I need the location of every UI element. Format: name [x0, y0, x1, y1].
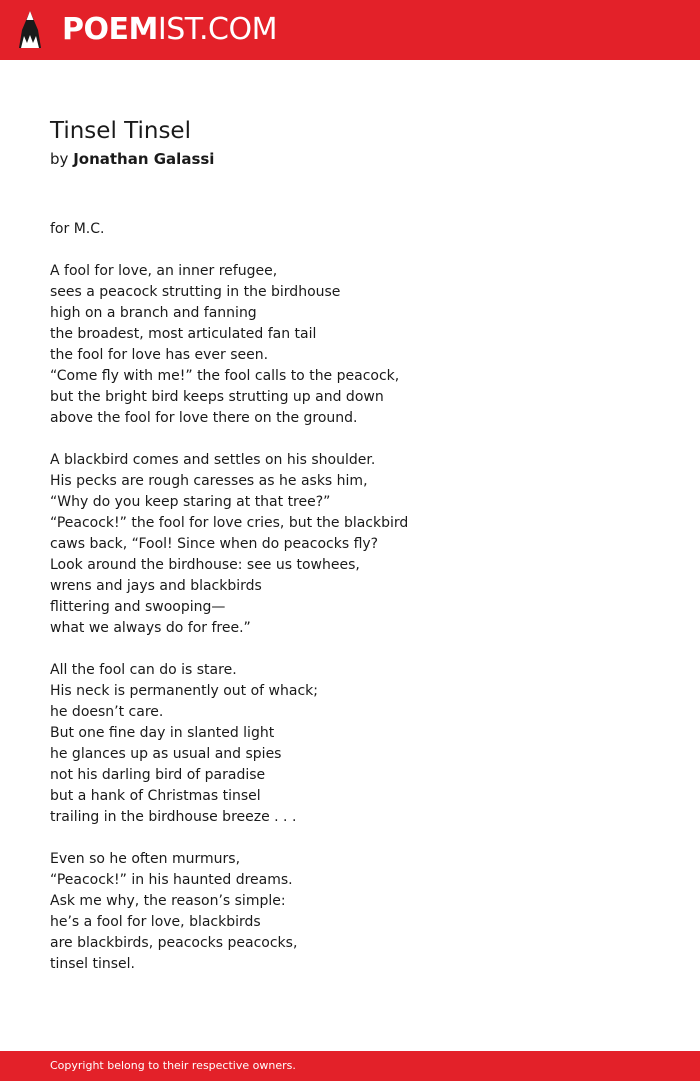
stanza — [50, 261, 650, 429]
stanza — [50, 450, 650, 639]
stanza-gap — [50, 429, 650, 450]
poem-line: not his darling bird of paradise — [50, 767, 266, 783]
site-logo-text[interactable] — [62, 11, 277, 49]
poem-line: high on a branch and fanning — [50, 305, 257, 321]
poem-title: Tinsel Tinsel — [50, 118, 191, 144]
stanza — [50, 660, 650, 828]
stanza — [50, 849, 650, 975]
poem-line: above the fool for love there on the ground. — [50, 410, 358, 426]
poem-line: he’s a fool for love, blackbirds — [50, 914, 261, 930]
poem-line: the broadest, most articulated fan tail — [50, 326, 317, 342]
stanza-gap — [50, 240, 650, 261]
poem-line: but the bright bird keeps strutting up and down — [50, 389, 384, 405]
poem-line: Look around the birdhouse: see us towhees, — [50, 557, 360, 573]
poem-line: “Peacock!” in his haunted dreams. — [50, 872, 293, 888]
poem-line: Ask me why, the reason’s simple: — [50, 893, 286, 909]
pencil-tip-icon[interactable] — [18, 10, 42, 50]
poem-line: what we always do for free.” — [50, 620, 251, 636]
poem-line: but a hank of Christmas tinsel — [50, 788, 261, 804]
brand-light: IST.COM — [157, 12, 277, 47]
poem-line: His pecks are rough caresses as he asks him, — [50, 473, 368, 489]
poem-line: “Come fly with me!” the fool calls to the peacock, — [50, 368, 400, 384]
poem-line: Even so he often murmurs, — [50, 851, 241, 867]
poem-line: “Peacock!” the fool for love cries, but the blackbird — [50, 515, 409, 531]
brand-bold: POEM — [62, 12, 158, 47]
poem-line: All the fool can do is stare. — [50, 662, 237, 678]
site-header — [0, 0, 700, 60]
poem-line: A blackbird comes and settles on his shoulder. — [50, 452, 376, 468]
poem-line: trailing in the birdhouse breeze . . . — [50, 809, 297, 825]
poem-line: flittering and swooping— — [50, 599, 226, 615]
copyright-notice: Copyright belong to their respective owners. — [50, 1059, 296, 1072]
poem-line: caws back, “Fool! Since when do peacocks fly? — [50, 536, 379, 552]
poem-line: the fool for love has ever seen. — [50, 347, 269, 363]
poem-line: tinsel tinsel. — [50, 956, 135, 972]
poem-line: A fool for love, an inner refugee, — [50, 263, 278, 279]
poem-line: he doesn’t care. — [50, 704, 164, 720]
poem-line: His neck is permanently out of whack; — [50, 683, 318, 699]
poem-line: sees a peacock strutting in the birdhouse — [50, 284, 341, 300]
poem-line: “Why do you keep staring at that tree?” — [50, 494, 331, 510]
poem-line: he glances up as usual and spies — [50, 746, 282, 762]
poem-body — [50, 219, 650, 975]
poem-line: wrens and jays and blackbirds — [50, 578, 262, 594]
poem-line: are blackbirds, peacocks peacocks, — [50, 935, 298, 951]
stanza-gap — [50, 639, 650, 660]
site-footer — [0, 1051, 700, 1081]
poem-line: But one fine day in slanted light — [50, 725, 275, 741]
author-name: Jonathan Galassi — [73, 150, 215, 168]
stanza-gap — [50, 828, 650, 849]
byline — [50, 148, 214, 170]
poem-dedication: for M.C. — [50, 221, 105, 237]
by-label: by — [50, 150, 69, 168]
